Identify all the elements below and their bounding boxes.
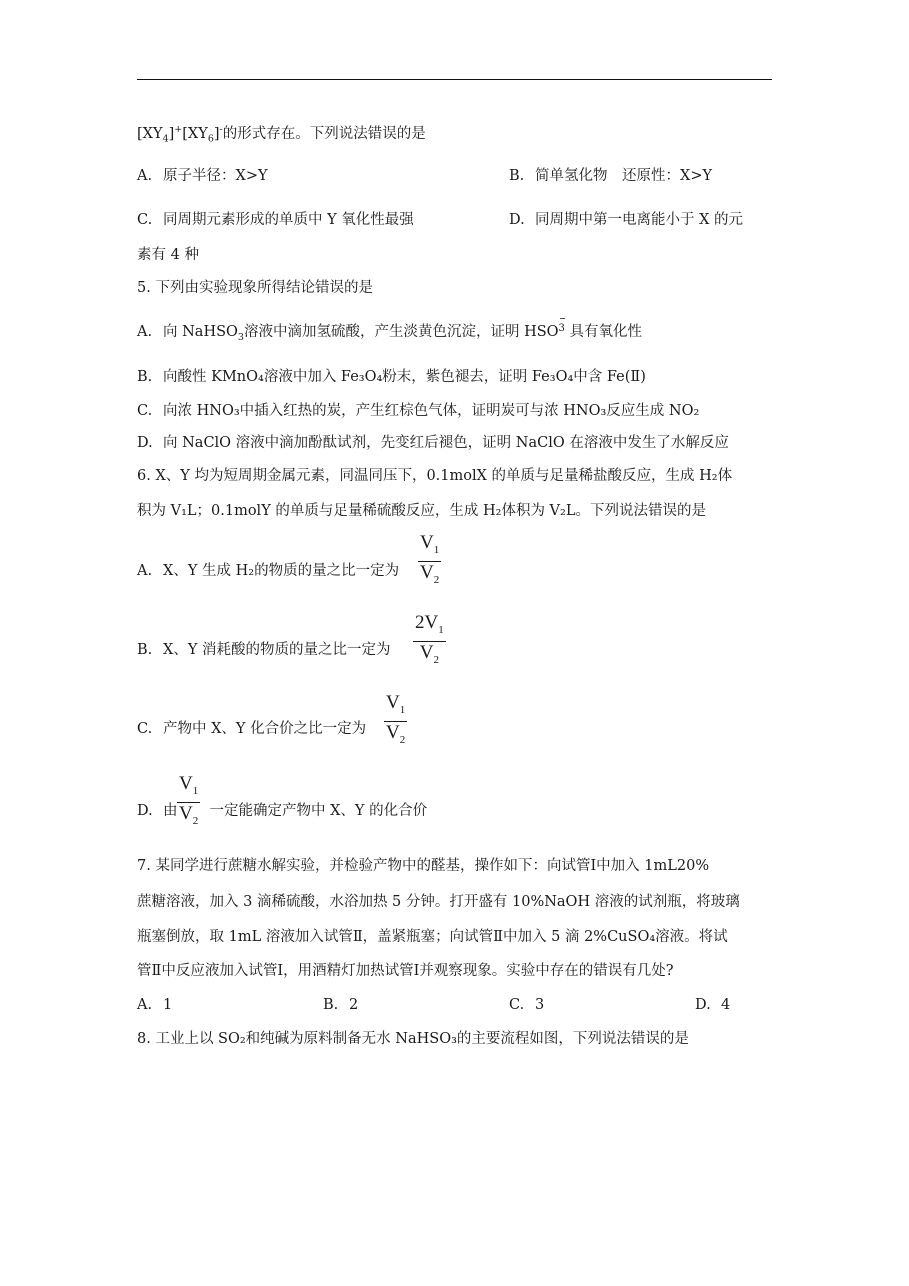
q6-option-c-fraction: $\frac{V_1}{V_2}$ xyxy=(386,692,406,746)
q5-option-c[interactable]: C. 向浓 HNO₃中插入红热的炭，产生红棕色气体，证明炭可与浓 HNO₃反应生成 NO₂ xyxy=(137,403,700,419)
q7-stem-line4: 管Ⅱ中反应液加入试管Ⅰ，用酒精灯加热试管Ⅰ并观察现象。实验中存在的错误有几处? xyxy=(137,963,674,979)
q6-stem-line1: 6. X、Y 均为短周期金属元素，同温同压下，0.1molX 的单质与足量稀盐酸反应，生成 H₂体 xyxy=(137,468,733,484)
q6-option-b[interactable]: B. X、Y 消耗酸的物质的量之比一定为 xyxy=(137,642,391,658)
q6-option-a[interactable]: A. X、Y 生成 H₂的物质的量之比一定为 xyxy=(137,563,400,579)
q6-option-d-fraction: $\frac{V_1}{V_2}$ xyxy=(179,773,199,827)
q8-stem: 8. 工业上以 SO₂和纯碱为原料制备无水 NaHSO₃的主要流程如图，下列说法错误的是 xyxy=(137,1031,689,1047)
q4-option-d-continuation: 素有 4 种 xyxy=(137,247,199,263)
q5-stem: 5. 下列由实验现象所得结论错误的是 xyxy=(137,280,373,296)
q6-option-b-fraction: $\frac{2V_1}{V_2}$ xyxy=(415,612,444,666)
q7-stem-line3: 瓶塞倒放，取 1mL 溶液加入试管Ⅱ，盖紧瓶塞；向试管Ⅱ中加入 5 滴 2%CuSO₄溶液。将试 xyxy=(137,929,728,945)
q4-option-b[interactable]: B. 简单氢化物 还原性：X>Y xyxy=(509,168,713,184)
q7-option-d[interactable]: D. 4 xyxy=(695,997,731,1013)
q5-option-a[interactable]: A. 向 NaHSO$_3$溶液中滴加氢硫酸，产生淡黄色沉淀，证明 HSO – $^3$ 具有氧化性 xyxy=(137,311,643,343)
q4-option-c[interactable]: C. 同周期元素形成的单质中 Y 氧化性最强 xyxy=(137,212,414,228)
q4-stem: $[XY_4]^+[XY_6]^-$的形式存在。下列说法错误的是 xyxy=(137,124,426,145)
q6-stem-line2: 积为 V₁L；0.1molY 的单质与足量稀硫酸反应，生成 H₂体积为 V₂L。下列说法错误的是 xyxy=(137,503,706,519)
q7-stem-line1: 7. 某同学进行蔗糖水解实验，并检验产物中的醛基，操作如下：向试管Ⅰ中加入 1mL20% xyxy=(137,858,710,874)
q5-option-b[interactable]: B. 向酸性 KMnO₄溶液中加入 Fe₃O₄粉末，紫色褪去，证明 Fe₃O₄中含 Fe(Ⅱ) xyxy=(137,369,646,385)
header-rule xyxy=(137,79,772,80)
q6-option-a-fraction: $\frac{V_1}{V_2}$ xyxy=(420,532,440,586)
q6-option-c[interactable]: C. 产物中 X、Y 化合价之比一定为 xyxy=(137,721,367,737)
q7-option-a[interactable]: A. 1 xyxy=(137,997,173,1013)
q6-option-d[interactable]: D. 由 一定能确定产物中 X、Y 的化合价 xyxy=(137,803,428,819)
q4-option-a[interactable]: A. 原子半径：X>Y xyxy=(137,168,268,184)
q7-option-b[interactable]: B. 2 xyxy=(323,997,359,1013)
q5-option-d[interactable]: D. 向 NaClO 溶液中滴加酚酞试剂，先变红后褪色，证明 NaClO 在溶液中发生了水解反应 xyxy=(137,435,729,451)
q4-option-d[interactable]: D. 同周期中第一电离能小于 X 的元 xyxy=(509,212,744,228)
q7-stem-line2: 蔗糖溶液，加入 3 滴稀硫酸，水浴加热 5 分钟。打开盛有 10%NaOH 溶液的试剂瓶，将玻璃 xyxy=(137,894,740,910)
q7-option-c[interactable]: C. 3 xyxy=(509,997,545,1013)
